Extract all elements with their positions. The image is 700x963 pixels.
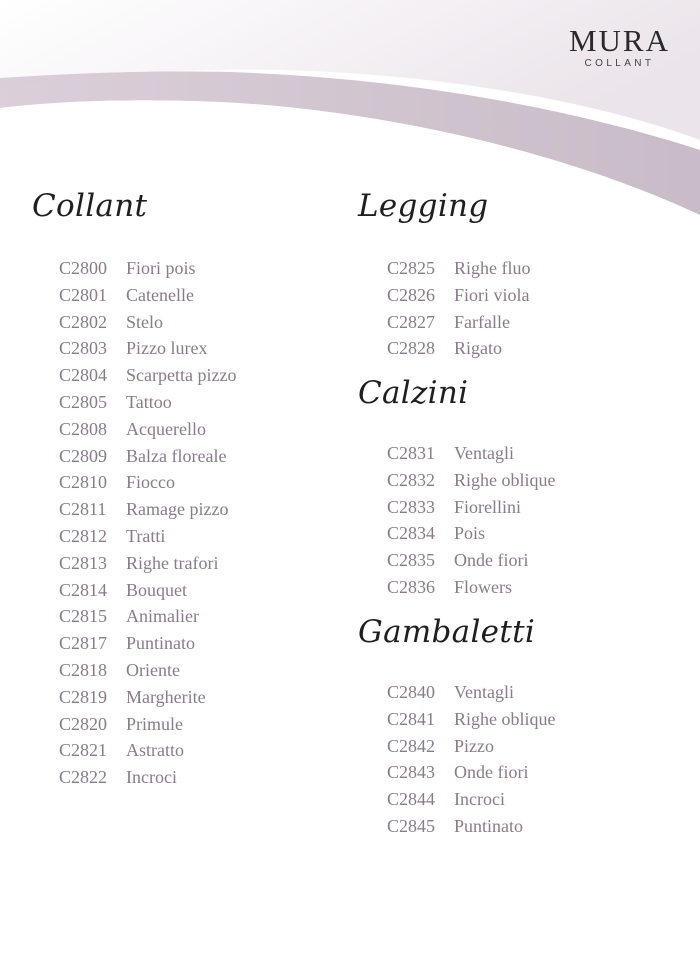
product-list-collant <box>59 255 236 791</box>
product-name: Oriente <box>126 659 180 680</box>
product-code: C2801 <box>59 284 108 305</box>
product-code: C2845 <box>387 815 436 836</box>
product-code: C2819 <box>59 686 108 707</box>
product-name: Onde fiori <box>454 550 529 571</box>
product-row <box>387 679 556 706</box>
brand-logo <box>568 23 670 70</box>
product-name: Ventagli <box>454 443 514 463</box>
product-row <box>387 706 556 733</box>
product-row <box>387 335 531 362</box>
product-code: C2800 <box>59 258 108 278</box>
brand-name: MURA <box>568 23 670 58</box>
product-list-calzini <box>387 440 556 601</box>
product-row <box>387 440 556 467</box>
product-name: Incroci <box>454 789 505 810</box>
product-code: C2841 <box>387 708 436 729</box>
product-row <box>59 684 236 711</box>
product-name: Pois <box>454 523 486 544</box>
product-code: C2814 <box>59 579 108 600</box>
product-name: Fiocco <box>126 472 175 493</box>
product-row <box>59 255 236 282</box>
product-name: Astratto <box>126 740 184 761</box>
section-title-gambaletti: Gambaletti <box>358 614 536 650</box>
product-name: Balza floreale <box>126 445 227 466</box>
product-code: C2810 <box>59 472 108 493</box>
product-code: C2825 <box>387 258 436 278</box>
product-name: Tratti <box>126 525 166 546</box>
product-row <box>59 630 236 657</box>
product-name: Ventagli <box>454 682 514 702</box>
product-code: C2835 <box>387 550 436 571</box>
section-title-collant: Collant <box>32 188 148 224</box>
product-row <box>59 309 236 336</box>
product-code: C2831 <box>387 443 436 463</box>
product-code: C2842 <box>387 735 436 756</box>
product-row <box>59 496 236 523</box>
product-code: C2802 <box>59 311 108 332</box>
product-code: C2827 <box>387 311 436 332</box>
product-code: C2813 <box>59 552 108 573</box>
product-code: C2821 <box>59 740 108 761</box>
product-list-legging <box>387 255 531 362</box>
product-row <box>387 467 556 494</box>
product-code: C2818 <box>59 659 108 680</box>
product-code: C2817 <box>59 633 108 654</box>
product-name: Righe oblique <box>454 708 556 729</box>
product-name: Righe trafori <box>126 552 219 573</box>
product-code: C2832 <box>387 469 436 490</box>
product-code: C2840 <box>387 682 436 702</box>
section-title-legging: Legging <box>358 188 489 224</box>
product-name: Fiorellini <box>454 496 521 517</box>
product-row <box>387 786 556 813</box>
product-name: Onde fiori <box>454 762 529 783</box>
product-name: Ramage pizzo <box>126 499 229 520</box>
product-row <box>59 764 236 791</box>
product-row <box>59 362 236 389</box>
product-row <box>387 574 556 601</box>
product-name: Incroci <box>126 767 177 788</box>
product-code: C2836 <box>387 576 436 597</box>
product-row <box>59 469 236 496</box>
product-name: Puntinato <box>126 633 196 654</box>
product-name: Puntinato <box>454 815 524 836</box>
product-row <box>59 657 236 684</box>
product-name: Rigato <box>454 338 502 359</box>
product-code: C2804 <box>59 365 108 386</box>
product-name: Righe fluo <box>454 258 531 278</box>
product-code: C2803 <box>59 338 108 359</box>
product-code: C2828 <box>387 338 436 359</box>
product-name: Pizzo lurex <box>126 338 208 359</box>
product-code: C2822 <box>59 767 108 788</box>
product-row <box>59 416 236 443</box>
product-row <box>59 523 236 550</box>
product-row <box>59 711 236 738</box>
product-row <box>59 282 236 309</box>
product-name: Margherite <box>126 686 206 707</box>
product-code: C2809 <box>59 445 108 466</box>
product-name: Primule <box>126 713 183 734</box>
product-row <box>387 309 531 336</box>
brand-tagline: COLLANT <box>584 58 655 69</box>
product-code: C2820 <box>59 713 108 734</box>
product-name: Flowers <box>454 576 512 597</box>
product-code: C2812 <box>59 525 108 546</box>
product-code: C2844 <box>387 789 436 810</box>
product-row <box>59 550 236 577</box>
product-name: Scarpetta pizzo <box>126 365 237 386</box>
product-row <box>387 494 556 521</box>
product-name: Animalier <box>126 606 199 627</box>
section-title-calzini: Calzini <box>358 375 469 411</box>
product-row <box>59 577 236 604</box>
product-name: Tattoo <box>126 391 172 412</box>
product-code: C2833 <box>387 496 436 517</box>
product-code: C2834 <box>387 523 436 544</box>
product-code: C2805 <box>59 391 108 412</box>
product-row <box>387 813 556 840</box>
product-row <box>59 603 236 630</box>
product-code: C2815 <box>59 606 108 627</box>
product-row <box>59 335 236 362</box>
product-name: Catenelle <box>126 284 194 305</box>
product-name: Fiori viola <box>454 284 530 305</box>
product-row <box>59 737 236 764</box>
product-name: Stelo <box>126 311 164 332</box>
product-row <box>59 389 236 416</box>
product-row <box>59 443 236 470</box>
product-row <box>387 733 556 760</box>
product-row <box>387 282 531 309</box>
product-name: Righe oblique <box>454 469 556 490</box>
product-list-gambaletti <box>387 679 556 840</box>
product-code: C2843 <box>387 762 436 783</box>
product-name: Fiori pois <box>126 258 196 278</box>
product-code: C2826 <box>387 284 436 305</box>
product-row <box>387 520 556 547</box>
product-name: Acquerello <box>126 418 206 439</box>
product-code: C2808 <box>59 418 108 439</box>
product-name: Bouquet <box>126 579 187 600</box>
product-code: C2811 <box>59 499 107 520</box>
product-row <box>387 255 531 282</box>
product-row <box>387 759 556 786</box>
product-name: Pizzo <box>454 735 494 756</box>
product-name: Farfalle <box>454 311 510 332</box>
product-row <box>387 547 556 574</box>
